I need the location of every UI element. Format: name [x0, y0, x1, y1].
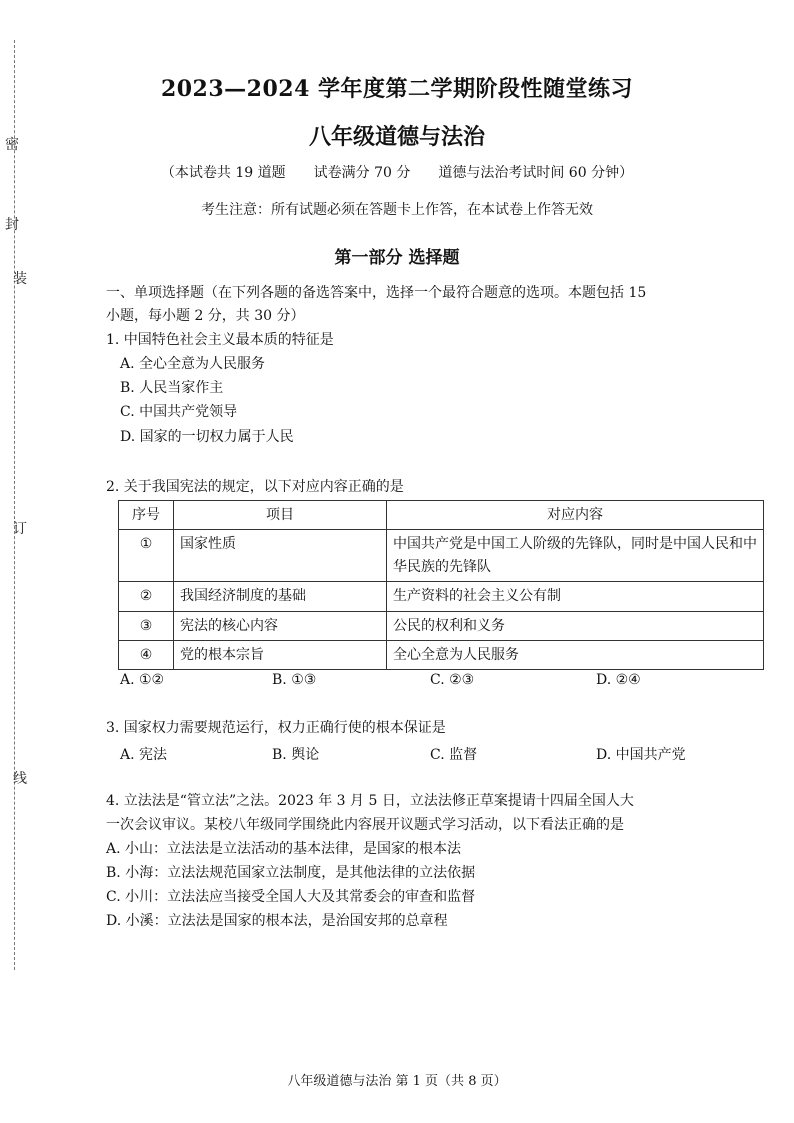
table-row — [119, 530, 764, 582]
table-header-cell: 序号 — [119, 501, 174, 530]
table-cell-content: 公民的权利和义务 — [387, 611, 764, 640]
question-1-option-c: C. 中国共产党领导 — [120, 404, 238, 420]
question-4-stem: 4. 立法法是“管立法”之法。2023 年 3 月 5 日，立法法修正草案提请十四届全国人大 — [106, 793, 634, 809]
question-1-option-d: D. 国家的一切权力属于人民 — [120, 429, 294, 445]
margin-mark-zhuang: 装 — [13, 271, 27, 287]
question-3-stem: 3. 国家权力需要规范运行，权力正确行使的根本保证是 — [106, 720, 446, 736]
section-instruction: 一、单项选择题（在下列各题的备选答案中，选择一个最符合题意的选项。本题包括 15 — [106, 285, 647, 301]
question-4-option-d: D. 小溪：立法法是国家的根本法，是治国安邦的总章程 — [106, 913, 448, 929]
question-4-option-a: A. 小山：立法法是立法活动的基本法律，是国家的根本法 — [106, 841, 462, 857]
table-cell-content: 全心全意为人民服务 — [387, 640, 764, 669]
table-cell-item: 我国经济制度的基础 — [174, 582, 387, 611]
question-2-option-a: A. ①② — [120, 672, 165, 688]
table-row — [119, 640, 764, 669]
table-cell-num: ④ — [119, 640, 174, 669]
table-row — [119, 611, 764, 640]
question-1-option-b: B. 人民当家作主 — [120, 380, 224, 396]
question-3-option-a: A. 宪法 — [120, 747, 168, 763]
exam-title: 2023—2024 学年度第二学期阶段性随堂练习 — [160, 76, 634, 102]
page-footer: 八年级道德与法治 第 1 页（共 8 页） — [287, 1074, 507, 1089]
question-3-option-b: B. 舆论 — [272, 747, 320, 763]
table-cell-num: ① — [119, 530, 174, 582]
question-3-option-d: D. 中国共产党 — [596, 747, 686, 763]
table-cell-num: ③ — [119, 611, 174, 640]
margin-mark-ding: 订 — [13, 521, 27, 537]
question-2-option-d: D. ②④ — [596, 672, 641, 688]
margin-mark-xian: 线 — [13, 771, 27, 787]
margin-seal-char: 封 — [5, 217, 19, 233]
table-row — [119, 582, 764, 611]
table-header-row — [119, 501, 764, 530]
table-cell-item: 党的根本宗旨 — [174, 640, 387, 669]
section-title: 第一部分 选择题 — [334, 248, 460, 268]
question-1-stem: 1. 中国特色社会主义最本质的特征是 — [106, 332, 334, 348]
exam-notice: 考生注意：所有试题必须在答题卡上作答，在本试卷上作答无效 — [201, 202, 593, 218]
table-cell-item: 国家性质 — [174, 530, 387, 582]
question-2-table — [118, 500, 764, 670]
table-header-cell: 对应内容 — [387, 501, 764, 530]
question-2-stem: 2. 关于我国宪法的规定，以下对应内容正确的是 — [106, 479, 404, 495]
question-4-stem: 一次会议审议。某校八年级同学围绕此内容展开议题式学习活动，以下看法正确的是 — [106, 817, 624, 833]
question-4-option-b: B. 小海：立法法规范国家立法制度，是其他法律的立法依据 — [106, 865, 476, 881]
table-header-cell: 项目 — [174, 501, 387, 530]
exam-subject: 八年级道德与法治 — [308, 124, 485, 150]
question-3-option-c: C. 监督 — [430, 747, 478, 763]
table-cell-content: 生产资料的社会主义公有制 — [387, 582, 764, 611]
exam-info: （本试卷共 19 道题 试卷满分 70 分 道德与法治考试时间 60 分钟） — [160, 165, 634, 181]
question-2-option-c: C. ②③ — [430, 672, 475, 688]
question-2-option-b: B. ①③ — [272, 672, 317, 688]
table-cell-content: 中国共产党是中国工人阶级的先锋队，同时是中国人民和中华民族的先锋队 — [387, 530, 764, 582]
table-cell-num: ② — [119, 582, 174, 611]
table-cell-item: 宪法的核心内容 — [174, 611, 387, 640]
section-instruction: 小题，每小题 2 分，共 30 分） — [106, 308, 305, 324]
question-1-option-a: A. 全心全意为人民服务 — [120, 356, 266, 372]
question-4-option-c: C. 小川：立法法应当接受全国人大及其常委会的审查和监督 — [106, 889, 476, 905]
margin-seal-char: 密 — [5, 137, 19, 153]
